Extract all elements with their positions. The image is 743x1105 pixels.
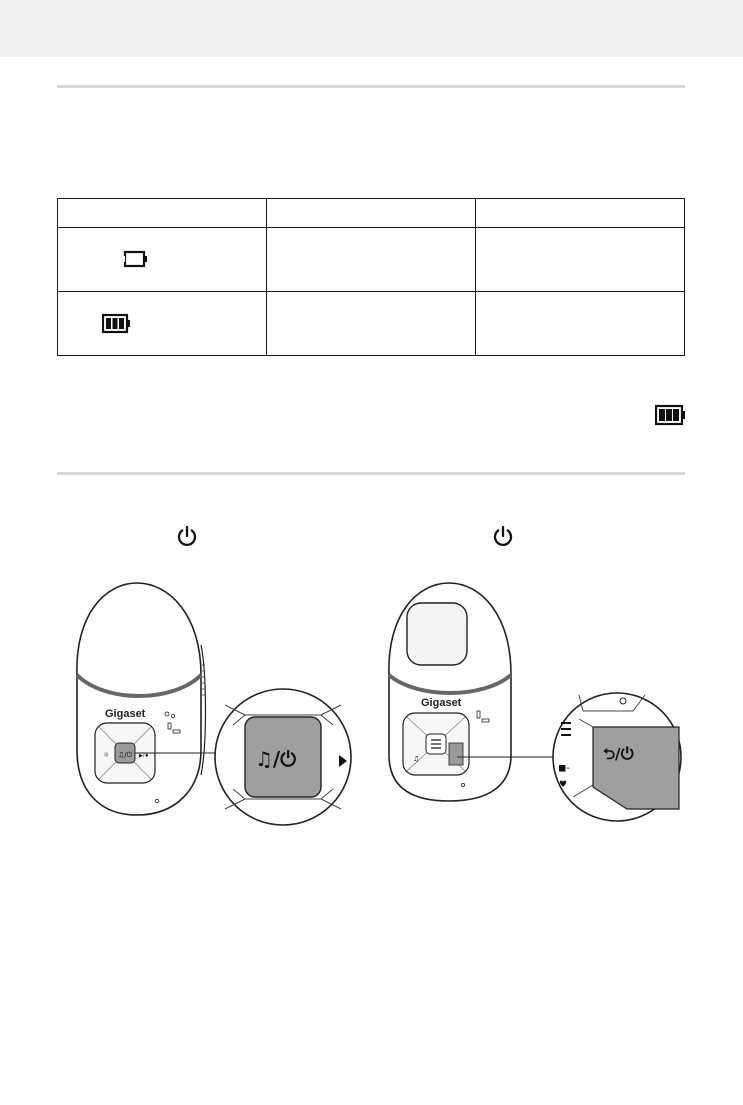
battery-empty-icon — [122, 250, 152, 270]
play-power-key-label: ♫/⏻ — [255, 747, 297, 771]
brand-label: Gigaset — [421, 697, 462, 709]
svg-text:♫: ♫ — [413, 755, 420, 763]
baby-unit-illustration — [383, 575, 683, 827]
table-header-cell — [267, 199, 476, 228]
parent-unit-illustration — [65, 575, 365, 827]
svg-text:♫/⏻: ♫/⏻ — [118, 751, 133, 759]
table-cell — [58, 228, 267, 292]
battery-status-table — [57, 198, 685, 356]
table-header-row — [58, 199, 685, 228]
power-icon — [176, 525, 198, 547]
table-header-cell — [476, 199, 685, 228]
svg-text:◼-: ◼- — [558, 763, 570, 774]
svg-text:▶/♦: ▶/♦ — [139, 753, 150, 759]
section-divider — [57, 472, 685, 475]
back-power-key-label: ⮌/⏻ — [603, 745, 634, 763]
brand-label: Gigaset — [105, 708, 146, 720]
table-row — [58, 228, 685, 292]
table-header-cell — [58, 199, 267, 228]
svg-text:☼: ☼ — [103, 751, 110, 759]
table-cell — [58, 292, 267, 356]
table-cell — [267, 228, 476, 292]
table-cell — [476, 292, 685, 356]
table-cell — [476, 228, 685, 292]
page-header-band — [0, 0, 743, 57]
battery-full-icon — [655, 404, 689, 428]
section-divider — [57, 85, 685, 88]
power-icon — [492, 525, 514, 547]
battery-full-icon — [102, 313, 136, 335]
table-cell — [267, 292, 476, 356]
table-row — [58, 292, 685, 356]
svg-text:♥: ♥ — [559, 780, 568, 790]
